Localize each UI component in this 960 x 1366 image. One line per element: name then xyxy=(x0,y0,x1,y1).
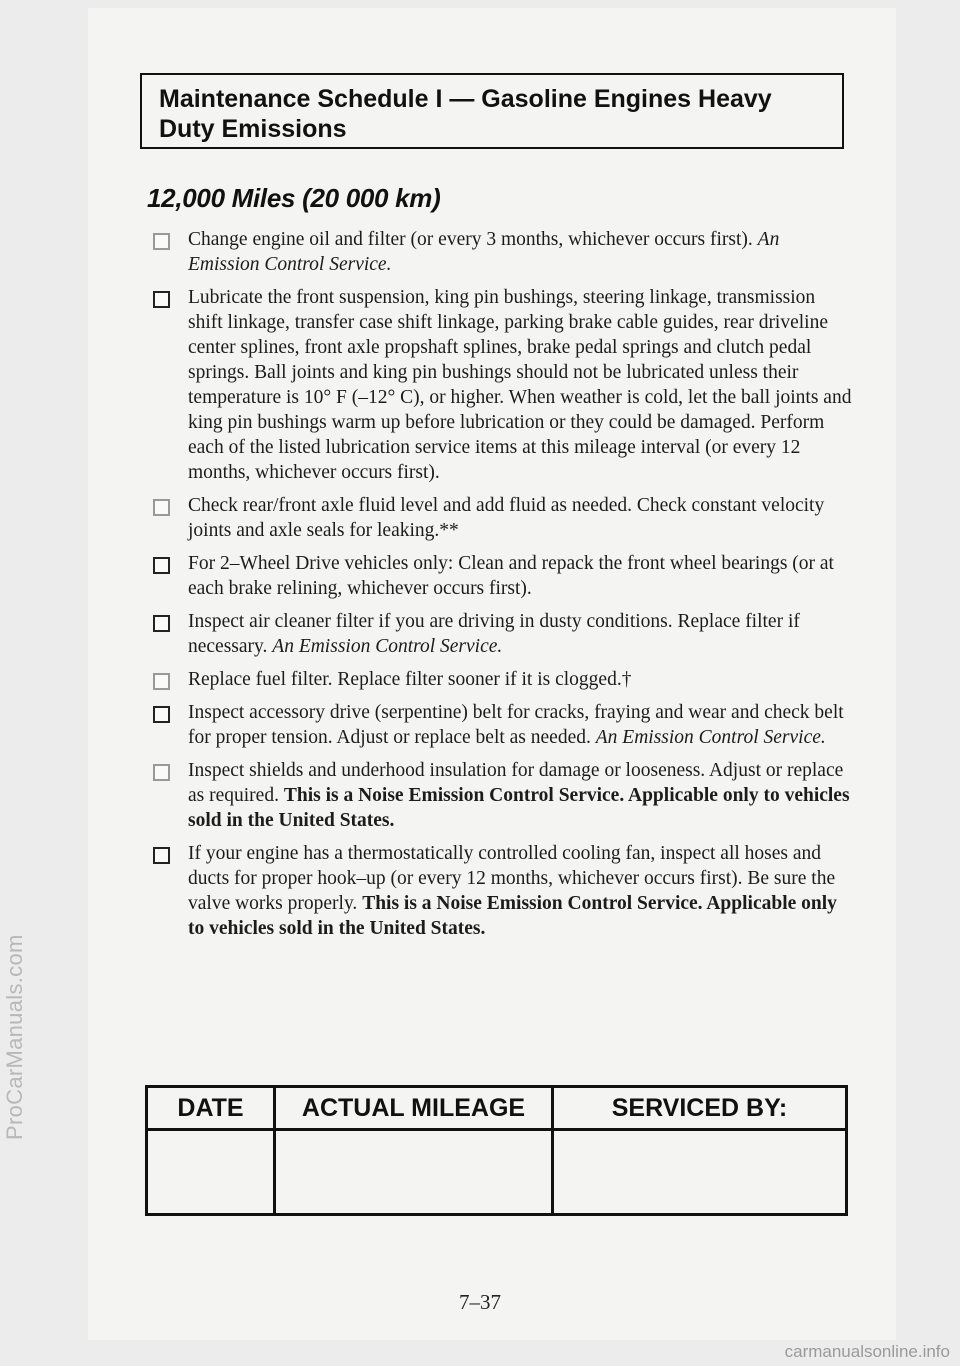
checklist-item xyxy=(152,841,852,941)
noise-emission-note: This is a Noise Emission Control Service. Applicable only to vehicles sold in the United States. xyxy=(188,893,837,939)
schedule-title-box xyxy=(140,73,844,149)
page-number: 7–37 xyxy=(459,1290,501,1314)
date-entry-cell[interactable] xyxy=(147,1130,275,1215)
item-text: Inspect air cleaner filter if you are driving in dusty conditions. Replace filter if necessary. xyxy=(188,611,800,657)
item-text: Check rear/front axle fluid level and add fluid as needed. Check constant velocity joints and axle seals for leaking.** xyxy=(188,495,825,541)
serviced-by-entry-cell[interactable] xyxy=(553,1130,847,1215)
noise-emission-note: This is a Noise Emission Control Service. Applicable only to vehicles sold in the United States. xyxy=(188,785,850,831)
item-text: For 2–Wheel Drive vehicles only: Clean and repack the front wheel bearings (or at each brake relining, whichever occurs first). xyxy=(188,553,834,599)
checklist-item xyxy=(152,551,852,601)
checkbox[interactable] xyxy=(153,673,170,690)
emission-note: An Emission Control Service. xyxy=(595,727,826,748)
checkbox[interactable] xyxy=(153,499,170,516)
schedule-title-line2: Duty Emissions xyxy=(159,115,347,143)
emission-note: An Emission Control Service. xyxy=(188,229,780,275)
actual-mileage-column-header: ACTUAL MILEAGE xyxy=(275,1087,553,1130)
service-log-table xyxy=(145,1085,848,1216)
mileage-entry-cell[interactable] xyxy=(275,1130,553,1215)
checklist-item xyxy=(152,667,852,692)
checklist-item xyxy=(152,609,852,659)
checkbox[interactable] xyxy=(153,291,170,308)
side-watermark-text: ProCarManuals.com xyxy=(2,934,27,1140)
checkbox[interactable] xyxy=(153,764,170,781)
item-text: Inspect shields and underhood insulation for damage or looseness. Adjust or replace as required. xyxy=(188,760,844,806)
checklist-item xyxy=(152,227,852,277)
mileage-heading: 12,000 Miles (20 000 km) xyxy=(147,183,441,213)
checklist-item xyxy=(152,758,852,833)
checkbox[interactable] xyxy=(153,706,170,723)
schedule-title-line1: Maintenance Schedule I — Gasoline Engines Heavy xyxy=(159,85,772,113)
checklist-item xyxy=(152,700,852,750)
service-checklist xyxy=(152,227,852,949)
checkbox[interactable] xyxy=(153,615,170,632)
checkbox[interactable] xyxy=(153,557,170,574)
emission-note: An Emission Control Service. xyxy=(272,636,503,657)
checklist-item xyxy=(152,285,852,485)
item-text: Change engine oil and filter (or every 3 months, whichever occurs first). xyxy=(188,229,758,250)
item-text: Lubricate the front suspension, king pin bushings, steering linkage, transmission shift linkage, transfer case shift linkage, parking brake cable guides, rear driveline center splines, front axle propshaft splines, brake pedal springs and clutch pedal springs. Ball joints and king pin bushings should not be lubricated unless their temperature is 10° F (–12° C), or higher. When weather is cold, let the ball joints and king pin bushings warm up before lubrication or they could be damaged. Perform each of the listed lubrication service items at this mileage interval (or every 12 months, whichever occurs first). xyxy=(188,287,852,483)
item-text: Replace fuel filter. Replace filter sooner if it is clogged.† xyxy=(188,669,632,690)
checkbox[interactable] xyxy=(153,847,170,864)
checkbox[interactable] xyxy=(153,233,170,250)
service-log-entry-row xyxy=(147,1130,847,1215)
bottom-watermark: carmanualsonline.info xyxy=(784,1342,950,1361)
date-column-header: DATE xyxy=(147,1087,275,1130)
service-log-header-row xyxy=(147,1087,847,1130)
checklist-item xyxy=(152,493,852,543)
item-text: Inspect accessory drive (serpentine) belt for cracks, fraying and wear and check belt for proper tension. Adjust or replace belt as needed. xyxy=(188,702,844,748)
serviced-by-column-header: SERVICED BY: xyxy=(553,1087,847,1130)
item-text: If your engine has a thermostatically controlled cooling fan, inspect all hoses and ducts for proper hook–up (or every 12 months, whichever occurs first). Be sure the valve works properly. xyxy=(188,843,836,914)
